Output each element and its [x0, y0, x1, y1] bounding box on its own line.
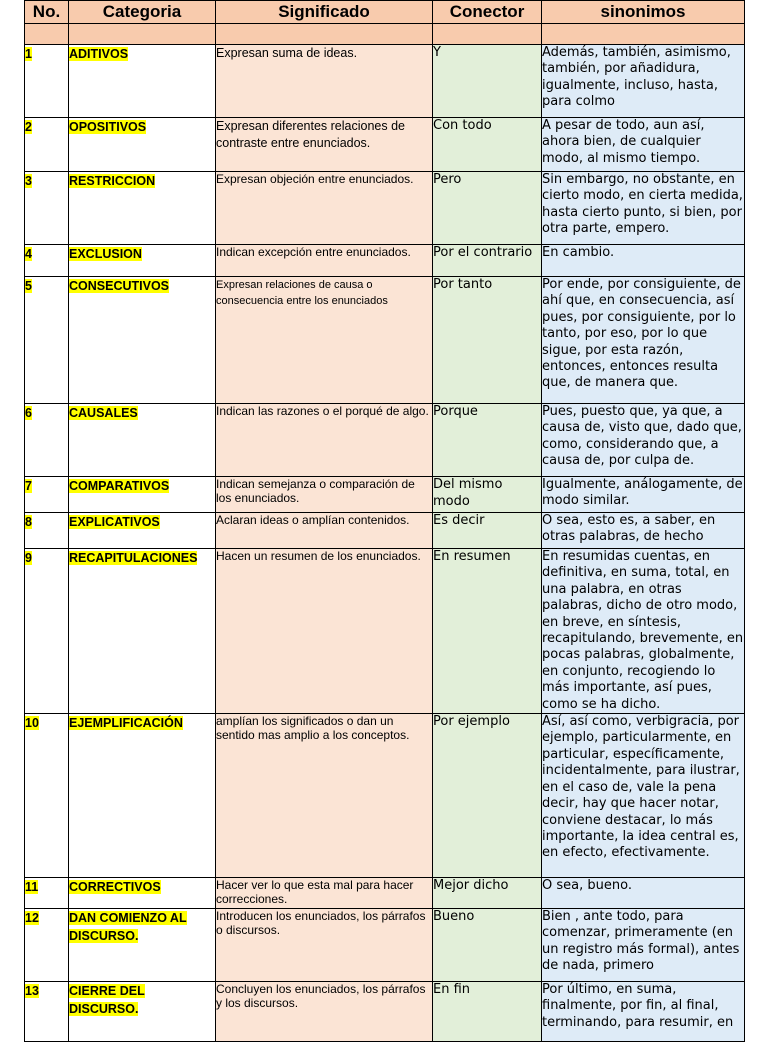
category-cell	[69, 714, 216, 878]
category-name: CIERRE DEL DISCURSO.	[69, 984, 145, 1017]
row-number-cell	[25, 878, 69, 909]
table-row	[25, 982, 745, 1042]
row-number-cell	[25, 513, 69, 549]
connectors-table	[24, 0, 745, 1042]
blank-cell	[216, 24, 433, 45]
category-cell	[69, 45, 216, 118]
table-row	[25, 714, 745, 878]
row-number-cell	[25, 245, 69, 277]
table-row	[25, 549, 745, 714]
synonyms-cell: O sea, bueno.	[542, 878, 745, 909]
row-number: 1	[25, 47, 32, 61]
row-number-cell	[25, 118, 69, 172]
synonyms-cell: Igualmente, análogamente, de modo similar.	[542, 477, 745, 513]
row-number: 5	[25, 279, 32, 293]
row-number-cell	[25, 982, 69, 1042]
category-name: RESTRICCION	[69, 174, 156, 188]
row-number: 7	[25, 479, 32, 493]
header-sinonimos: sinonimos	[542, 1, 745, 24]
connector-cell: Por el contrario	[433, 245, 542, 277]
header-no: No.	[25, 1, 69, 24]
category-name: CONSECUTIVOS	[69, 279, 170, 293]
synonyms-cell: En cambio.	[542, 245, 745, 277]
meaning-cell: Expresan objeción entre enunciados.	[216, 172, 433, 245]
connector-cell: En resumen	[433, 549, 542, 714]
category-name: EXCLUSION	[69, 247, 142, 261]
header-row	[25, 1, 745, 24]
row-number-cell	[25, 45, 69, 118]
blank-header-row	[25, 24, 745, 45]
meaning-cell: amplían los significados o dan un sentido mas amplio a los conceptos.	[216, 714, 433, 878]
category-name: CORRECTIVOS	[69, 880, 161, 895]
synonyms-cell: Bien , ante todo, para comenzar, primeramente (en un registro más formal), antes de nada, primero	[542, 909, 745, 982]
category-cell	[69, 513, 216, 549]
category-cell	[69, 909, 216, 982]
category-cell	[69, 477, 216, 513]
header-significado: Significado	[216, 1, 433, 24]
category-name: CAUSALES	[69, 406, 138, 420]
row-number-cell	[25, 172, 69, 245]
row-number: 13	[25, 984, 39, 999]
blank-cell	[25, 24, 69, 45]
row-number: 3	[25, 174, 32, 188]
connector-cell: Del mismo modo	[433, 477, 542, 513]
connector-cell: Mejor dicho	[433, 878, 542, 909]
meaning-cell: Expresan suma de ideas.	[216, 45, 433, 118]
header-conector: Conector	[433, 1, 542, 24]
row-number: 2	[25, 120, 32, 134]
category-cell	[69, 277, 216, 404]
category-cell	[69, 245, 216, 277]
synonyms-cell: Pues, puesto que, ya que, a causa de, visto que, dado que, como, considerando que, a causa de, por culpa de.	[542, 404, 745, 477]
category-cell	[69, 878, 216, 909]
row-number: 11	[25, 880, 39, 895]
connector-cell: Es decir	[433, 513, 542, 549]
row-number: 8	[25, 515, 32, 529]
category-cell	[69, 982, 216, 1042]
meaning-cell: Expresan relaciones de causa o consecuencia entre los enunciados	[216, 277, 433, 404]
row-number: 12	[25, 911, 39, 926]
connector-cell: Por ejemplo	[433, 714, 542, 878]
category-name: ADITIVOS	[69, 47, 129, 61]
table-row	[25, 513, 745, 549]
table-row	[25, 277, 745, 404]
row-number-cell	[25, 404, 69, 477]
row-number-cell	[25, 477, 69, 513]
table-row	[25, 45, 745, 118]
category-name: OPOSITIVOS	[69, 120, 147, 134]
table-row	[25, 404, 745, 477]
connector-cell: En fin	[433, 982, 542, 1042]
meaning-cell: Hacer ver lo que esta mal para hacer correcciones.	[216, 878, 433, 909]
table-row	[25, 118, 745, 172]
category-cell	[69, 549, 216, 714]
synonyms-cell: A pesar de todo, aun así, ahora bien, de cualquier modo, al mismo tiempo.	[542, 118, 745, 172]
connector-cell: Bueno	[433, 909, 542, 982]
synonyms-cell: Además, también, asimismo, también, por añadidura, igualmente, incluso, hasta, para colmo	[542, 45, 745, 118]
synonyms-cell: Por ende, por consiguiente, de ahí que, en consecuencia, así pues, por consiguiente, por lo tanto, por eso, por lo que sigue, por esta razón, entonces, entonces resulta que, de manera que.	[542, 277, 745, 404]
meaning-cell: Aclaran ideas o amplían contenidos.	[216, 513, 433, 549]
category-name: DAN COMIENZO AL DISCURSO.	[69, 911, 187, 944]
meaning-cell: Expresan diferentes relaciones de contraste entre enunciados.	[216, 118, 433, 172]
meaning-cell: Concluyen los enunciados, los párrafos y los discursos.	[216, 982, 433, 1042]
header-categoria: Categoria	[69, 1, 216, 24]
category-name: COMPARATIVOS	[69, 479, 170, 493]
category-name: RECAPITULACIONES	[69, 551, 198, 565]
category-name: EJEMPLIFICACIÓN	[69, 716, 183, 731]
connector-cell: Porque	[433, 404, 542, 477]
connector-cell: Y	[433, 45, 542, 118]
table-row	[25, 909, 745, 982]
category-cell	[69, 404, 216, 477]
row-number: 9	[25, 551, 32, 565]
meaning-cell: Introducen los enunciados, los párrafos o discursos.	[216, 909, 433, 982]
category-name: EXPLICATIVOS	[69, 515, 160, 529]
blank-cell	[542, 24, 745, 45]
meaning-cell: Indican semejanza o comparación de los enunciados.	[216, 477, 433, 513]
synonyms-cell: Sin embargo, no obstante, en cierto modo, en cierta medida, hasta cierto punto, si bien, por otra parte, empero.	[542, 172, 745, 245]
table-row	[25, 477, 745, 513]
table-row	[25, 878, 745, 909]
row-number-cell	[25, 909, 69, 982]
synonyms-cell: Así, así como, verbigracia, por ejemplo, particularmente, en particular, específicamente, incidentalmente, para ilustrar, en el caso de, vale la pena decir, hay que hacer notar, conviene destacar, lo más importante, la idea central es, en efecto, efectivamente.	[542, 714, 745, 878]
meaning-cell: Indican las razones o el porqué de algo.	[216, 404, 433, 477]
connector-cell: Por tanto	[433, 277, 542, 404]
category-cell	[69, 118, 216, 172]
connector-cell: Pero	[433, 172, 542, 245]
synonyms-cell: Por último, en suma, finalmente, por fin, al final, terminando, para resumir, en	[542, 982, 745, 1042]
connector-cell: Con todo	[433, 118, 542, 172]
meaning-cell: Hacen un resumen de los enunciados.	[216, 549, 433, 714]
blank-cell	[433, 24, 542, 45]
synonyms-cell: En resumidas cuentas, en definitiva, en suma, total, en una palabra, en otras palabras, dicho de otro modo, en breve, en síntesis, recapitulando, brevemente, en pocas palabras, globalmente, en conjunto, recogiendo lo más importante, así pues, como se ha dicho.	[542, 549, 744, 712]
table-row	[25, 245, 745, 277]
synonyms-cell: O sea, esto es, a saber, en otras palabras, de hecho	[542, 513, 745, 549]
row-number: 10	[25, 716, 39, 731]
row-number: 6	[25, 406, 32, 420]
row-number-cell	[25, 549, 69, 714]
row-number: 4	[25, 247, 32, 261]
category-cell	[69, 172, 216, 245]
blank-cell	[69, 24, 216, 45]
meaning-cell: Indican excepción entre enunciados.	[216, 245, 433, 277]
row-number-cell	[25, 277, 69, 404]
row-number-cell	[25, 714, 69, 878]
table-row	[25, 172, 745, 245]
